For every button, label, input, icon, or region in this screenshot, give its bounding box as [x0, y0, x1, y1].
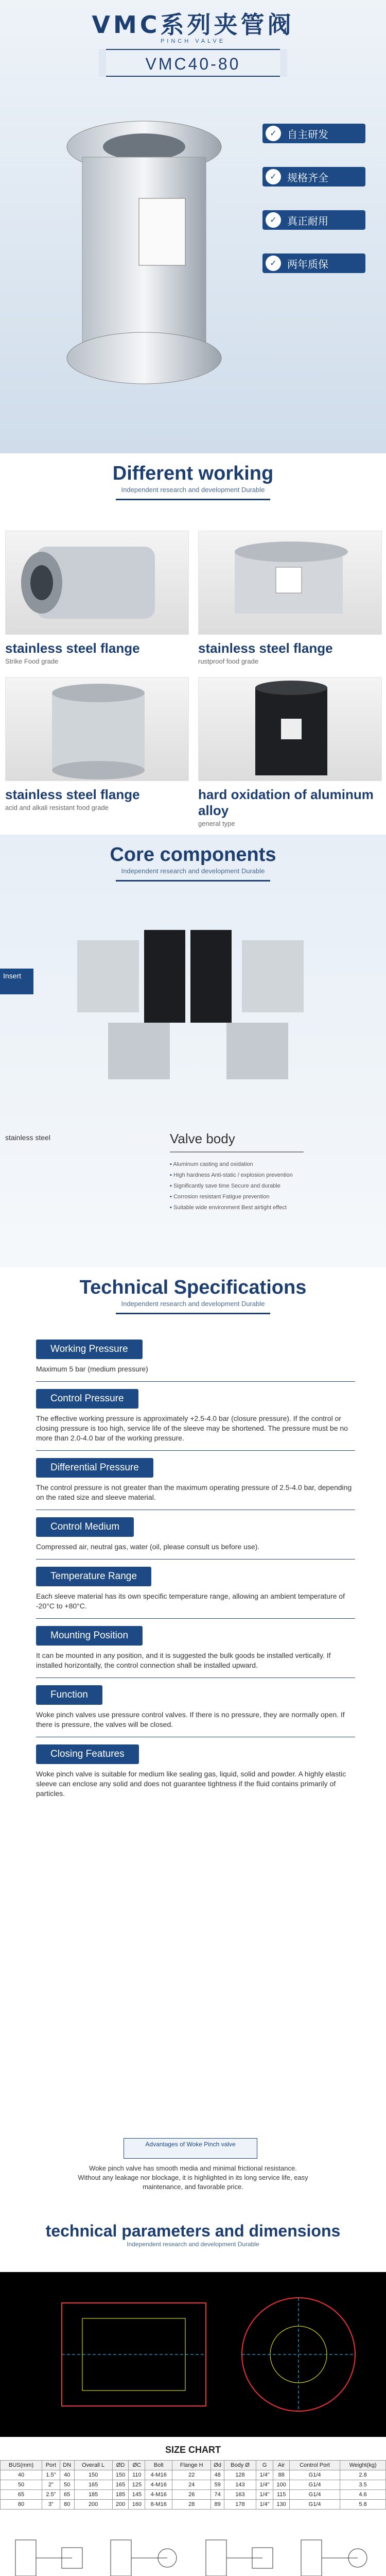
table-cell: 40: [60, 2470, 74, 2480]
table-cell: 59: [211, 2480, 224, 2490]
feature-item: [262, 210, 365, 230]
table-cell: 200: [74, 2500, 112, 2510]
valve-photo: [5, 677, 189, 781]
table-row: [1, 2480, 386, 2490]
section-title: Technical Specifications: [79, 1277, 307, 1298]
circuit-diagram: [196, 2530, 283, 2576]
circuit-diagram: [100, 2530, 188, 2576]
spec-body: Woke pinch valve is suitable for medium like sealing gas, liquid, solid and powder. A highly elastic sleeve can enclose any solid and does not guarantee tightness if the fluid contains primarily of particles.: [36, 1770, 346, 1798]
table-header: Port: [42, 2461, 60, 2470]
spec-head: Function: [36, 1685, 102, 1705]
core-description-list: [170, 1159, 365, 1213]
working-card: [198, 531, 381, 670]
check-icon: ✓: [266, 169, 281, 184]
circuit-schematic: [100, 2530, 188, 2576]
title-underline: [116, 1313, 270, 1314]
core-header: [0, 835, 386, 884]
size-chart-label: SIZE CHART: [165, 2445, 221, 2455]
divider: [36, 1381, 355, 1382]
valve-product-image: [36, 111, 252, 399]
section-subtitle: Independent research and development Durable: [121, 486, 265, 494]
spec-head: Mounting Position: [36, 1626, 143, 1646]
circuit-schematic: [291, 2530, 378, 2576]
table-cell: 65: [1, 2490, 42, 2500]
feature-item: [262, 167, 365, 187]
card-note: Strike Food grade: [5, 657, 59, 665]
circuit-schematic: [196, 2530, 283, 2576]
valve-photo: [198, 677, 382, 781]
table-cell: 8-M16: [145, 2500, 172, 2510]
dimension-drawing: [0, 2272, 386, 2437]
check-icon: ✓: [266, 256, 281, 271]
card-label: stainless steel flange: [198, 640, 333, 656]
section-title: technical parameters and dimensions: [45, 2222, 341, 2240]
valve-photo: [5, 531, 189, 635]
core-section: [0, 835, 386, 1267]
table-row: [1, 2490, 386, 2500]
table-cell: 3": [42, 2500, 60, 2510]
section-title: Core components: [110, 844, 276, 866]
working-card: [5, 677, 188, 816]
tech-header: [0, 1267, 386, 1317]
parameters-section: [0, 2215, 386, 2576]
spec-item: [36, 1517, 355, 1560]
table-header: Ød: [211, 2461, 224, 2470]
table-cell: 3.5: [340, 2480, 386, 2490]
table-cell: 28: [172, 2500, 211, 2510]
table-cell: 40: [1, 2470, 42, 2480]
working-section: [0, 453, 386, 835]
hero-subtitle: PINCH VALVE: [160, 38, 226, 44]
core-description-item: ▪ Suitable wide environment Best airtight effect: [170, 1202, 365, 1213]
table-header: Air: [273, 2461, 290, 2470]
card-note: acid and alkali resistant food grade: [5, 804, 109, 811]
valve-body-label: Valve body: [170, 1131, 235, 1146]
hero-section: [0, 0, 386, 453]
spec-body: Maximum 5 bar (medium pressure): [36, 1365, 148, 1373]
table-header: ØC: [129, 2461, 145, 2470]
table-cell: 200: [112, 2500, 129, 2510]
table-cell: 100: [273, 2480, 290, 2490]
card-note: general type: [198, 820, 235, 827]
table-cell: 50: [60, 2480, 74, 2490]
table-cell: 1/4": [256, 2480, 273, 2490]
table-cell: 160: [129, 2500, 145, 2510]
table-cell: 74: [211, 2490, 224, 2500]
table-cell: 5.8: [340, 2500, 386, 2510]
valve-photo: [198, 531, 382, 635]
table-cell: 48: [211, 2470, 224, 2480]
card-label: stainless steel flange: [5, 787, 140, 802]
spec-head: Working Pressure: [36, 1340, 143, 1359]
table-header: Bolt: [145, 2461, 172, 2470]
table-cell: G1/4: [290, 2500, 340, 2510]
feature-item: [262, 253, 365, 273]
table-cell: 4-M16: [145, 2470, 172, 2480]
title-underline: [116, 880, 270, 882]
spec-body: Woke pinch valves use pressure control valves. If there is no pressure, they are normally open. If there is pressure, the valves will be closed.: [36, 1710, 345, 1728]
table-cell: 2.5": [42, 2490, 60, 2500]
spec-item: [36, 1389, 355, 1451]
table-cell: 2": [42, 2480, 60, 2490]
spec-head: Control Medium: [36, 1517, 134, 1537]
table-cell: 89: [211, 2500, 224, 2510]
control-circuit-grid: [0, 2530, 386, 2576]
table-cell: 24: [172, 2480, 211, 2490]
core-description-item: ▪ Significantly save time Secure and durable: [170, 1181, 365, 1192]
spec-item: [36, 1567, 355, 1619]
table-cell: 1.5": [42, 2470, 60, 2480]
advantages-text: Woke pinch valve has smooth media and minimal frictional resistance. Without any leakage nor blockage, it is highlighted in its long service life, easy maintenance, and favorable price.: [78, 2164, 308, 2191]
feature-label: 规格齐全: [287, 172, 328, 184]
table-header: G: [256, 2461, 273, 2470]
spec-head: Temperature Range: [36, 1567, 151, 1586]
feature-item: [262, 124, 365, 143]
table-cell: 22: [172, 2470, 211, 2480]
spec-head: Closing Features: [36, 1744, 139, 1764]
table-cell: 145: [129, 2490, 145, 2500]
table-header-row: [1, 2461, 386, 2470]
table-cell: 50: [1, 2480, 42, 2490]
table-header: BUS(mm): [1, 2461, 42, 2470]
table-cell: 178: [224, 2500, 256, 2510]
divider: [36, 1618, 355, 1619]
table-cell: 165: [74, 2480, 112, 2490]
advantages-box: Advantages of Woke Pinch valve: [124, 2138, 257, 2159]
core-description-item: ▪ Aluminum casting and oxidation: [170, 1159, 365, 1170]
table-cell: 1/4": [256, 2500, 273, 2510]
divider: [36, 1559, 355, 1560]
exploded-components-image: [57, 920, 324, 1090]
title-underline: [116, 499, 270, 500]
table-cell: 80: [1, 2500, 42, 2510]
table-header: DN: [60, 2461, 74, 2470]
table-header: ØD: [112, 2461, 129, 2470]
table-cell: 2.8: [340, 2470, 386, 2480]
table-cell: 163: [224, 2490, 256, 2500]
feature-list: [262, 124, 365, 297]
hero-model: VMC40-80: [103, 49, 283, 77]
spec-item: [36, 1626, 355, 1678]
table-row: [1, 2500, 386, 2510]
spec-body: Compressed air, neutral gas, water (oil, please consult us before use).: [36, 1543, 260, 1551]
spec-head: Differential Pressure: [36, 1458, 153, 1478]
spec-item: [36, 1744, 355, 1799]
table-cell: 143: [224, 2480, 256, 2490]
table-cell: 88: [273, 2470, 290, 2480]
spec-body: The control pressure is not greater than the maximum operating pressure of 2.5-4.0 bar, depending on the rated size and sleeve material.: [36, 1483, 352, 1501]
circuit-schematic: [5, 2530, 93, 2576]
spec-item: [36, 1685, 355, 1737]
section-subtitle: Independent research and development Durable: [121, 1300, 265, 1308]
spec-head: Control Pressure: [36, 1389, 138, 1409]
card-note: rustproof food grade: [198, 657, 259, 665]
table-cell: 150: [74, 2470, 112, 2480]
spec-list: [36, 1340, 355, 1806]
table-cell: 130: [273, 2500, 290, 2510]
table-cell: 65: [60, 2490, 74, 2500]
table-cell: 80: [60, 2500, 74, 2510]
table-cell: 115: [273, 2490, 290, 2500]
table-cell: G1/4: [290, 2480, 340, 2490]
table-row: [1, 2470, 386, 2480]
spec-item: [36, 1458, 355, 1510]
table-cell: 4.6: [340, 2490, 386, 2500]
spec-body: It can be mounted in any position, and it is suggested the bulk goods be installed vertically. If installed horizontally, the control connection shall be installed upward.: [36, 1651, 331, 1669]
table-cell: 1/4": [256, 2470, 273, 2480]
spec-body: Each sleeve material has its own specific temperature range, allowing an ambient temperature of -20°C to +80°C.: [36, 1592, 345, 1610]
section-subtitle: Independent research and development Durable: [127, 2241, 259, 2248]
feature-label: 真正耐用: [287, 215, 328, 227]
table-cell: 4-M16: [145, 2490, 172, 2500]
params-header: [0, 2215, 386, 2248]
label-line: [170, 1151, 304, 1153]
table-cell: 125: [129, 2480, 145, 2490]
divider: [36, 1450, 355, 1451]
check-icon: ✓: [266, 126, 281, 141]
core-left-tab: Insert: [0, 969, 33, 994]
circuit-diagram: [5, 2530, 93, 2576]
table-cell: 165: [112, 2480, 129, 2490]
spec-item: [36, 1340, 355, 1382]
core-description-item: ▪ High hardness Anti-static / explosion prevention: [170, 1170, 365, 1181]
working-card: [198, 677, 381, 827]
divider: [36, 1677, 355, 1678]
table-cell: G1/4: [290, 2470, 340, 2480]
section-title: Different working: [112, 463, 274, 484]
working-card: [5, 531, 188, 670]
steel-label: stainless steel: [5, 1133, 50, 1142]
section-subtitle: Independent research and development Durable: [121, 867, 265, 875]
table-cell: G1/4: [290, 2490, 340, 2500]
card-label: stainless steel flange: [5, 640, 140, 656]
core-description-item: ▪ Corrosion resistant Fatigue prevention: [170, 1192, 365, 1202]
card-label: hard oxidation of aluminum alloy: [198, 787, 374, 818]
spec-body: The effective working pressure is approximately +2.5-4.0 bar (closure pressure). If the control or closing pressure is too high, service life of the sleeve may be shortened. The pressure must be no more than 2.0-4.0 bar of the working pressure.: [36, 1414, 348, 1442]
table-header: Flange H: [172, 2461, 211, 2470]
feature-label: 自主研发: [287, 129, 328, 141]
working-grid: [5, 531, 381, 827]
table-header: Control Port: [290, 2461, 340, 2470]
table-cell: 185: [74, 2490, 112, 2500]
check-icon: ✓: [266, 212, 281, 228]
working-header: [0, 453, 386, 503]
size-table: [0, 2460, 386, 2510]
table-cell: 110: [129, 2470, 145, 2480]
table-cell: 1/4": [256, 2490, 273, 2500]
table-header: Overall L: [74, 2461, 112, 2470]
hero-title: VMC系列夹管阀: [92, 11, 294, 39]
table-cell: 185: [112, 2490, 129, 2500]
table-header: Body Ø: [224, 2461, 256, 2470]
tech-spec-section: [0, 1267, 386, 2215]
circuit-diagram: [291, 2530, 378, 2576]
table-cell: 150: [112, 2470, 129, 2480]
table-cell: 128: [224, 2470, 256, 2480]
table-header: Weight(kg): [340, 2461, 386, 2470]
table-cell: 26: [172, 2490, 211, 2500]
feature-label: 两年质保: [287, 259, 328, 270]
table-cell: 4-M16: [145, 2480, 172, 2490]
